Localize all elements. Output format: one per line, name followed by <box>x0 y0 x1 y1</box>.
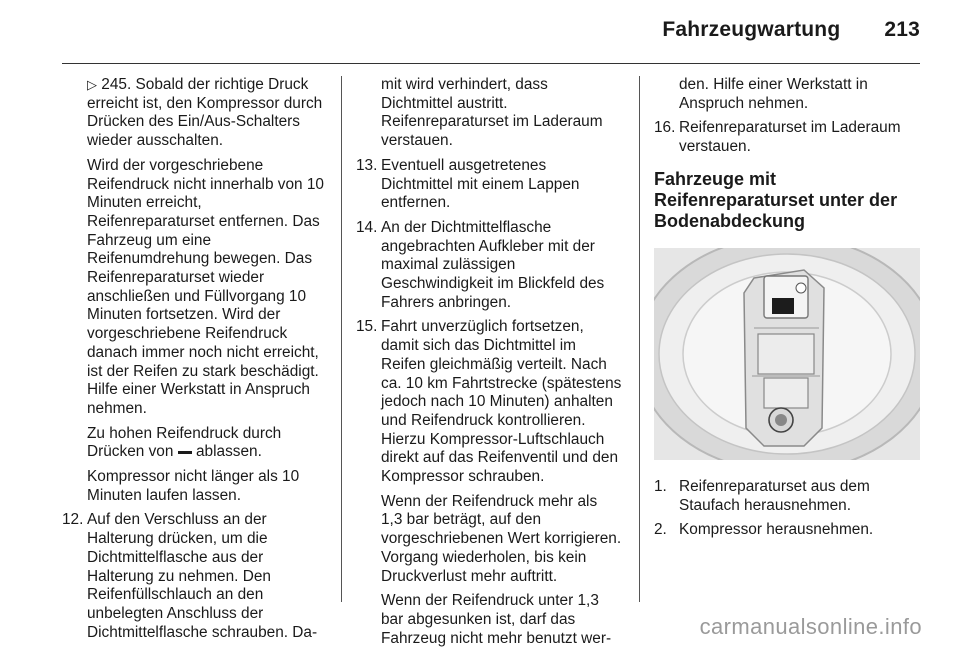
tire-repair-kit-figure <box>654 248 920 460</box>
tire-repair-kit-illustration <box>654 248 920 460</box>
column-1 <box>62 76 324 648</box>
paragraph: Wenn der Reifendruck mehr als 1,3 bar beträgt, auf den vorgeschriebenen Wert korrigieren. Vorgang wiederholen, bis kein Druckverlust mehr auftritt. <box>381 492 622 585</box>
paragraph: Wenn der Reifendruck unter 1,3 bar abgesunken ist, darf das Fahrzeug nicht mehr benutzt wer- <box>381 592 612 647</box>
watermark: carmanualsonline.info <box>699 614 922 639</box>
section-heading: Fahrzeuge mit Reifenreparaturset unter der Bodenabdeckung <box>654 168 898 231</box>
list-text: Kompressor herausnehmen. <box>679 521 874 539</box>
paragraph <box>62 76 324 151</box>
list-number: 14. <box>356 218 378 236</box>
arrow-ref-icon: ▷ <box>87 77 97 92</box>
paragraph: Wird der vorgeschriebene Reifendruck nicht innerhalb von 10 Minuten erreicht, Reifenreparaturset entfernen. Das Fahrzeug um eine Reifenumdrehung bewegen. Das Reifenreparaturset wieder anschließen und Füllvorgang 10 Minuten fortsetzen. Wird der vorgeschriebene Reifendruck danach immer noch nicht erreicht, ist der Reifen zu stark beschädigt. Hilfe einer Werkstatt in Anspruch nehmen. <box>87 156 324 417</box>
list-text: Reifenreparaturset aus dem Staufach herausnehmen. <box>679 477 870 514</box>
list-number: 1. <box>654 477 667 495</box>
list-item <box>356 219 622 313</box>
list-text: Fahrt unverzüglich fortsetzen, damit sich das Dichtmittel im Reifen gleichmäßig verteilt. Nach ca. 10 km Fahrtstrecke (spätestens jedoch nach 10 Minuten) anhalten und Reifendruck kontrollieren. Hierzu Kompressor-Luftschlauch direkt auf das Reifenventil und den Kompressor schrauben. <box>381 318 622 486</box>
list-item <box>356 157 622 213</box>
column-divider <box>639 76 640 602</box>
list-text: Auf den Verschluss an der Halterung drücken, um die Dichtmittelflasche aus der Halterung zu nehmen. Den Reifenfüllschlauch an den unbelegten Anschluss der Dichtmittelflasche schrauben. Da- <box>87 511 318 641</box>
list-text: An der Dichtmittelflasche angebrachten Aufkleber mit der maximal zulässigen Geschwindigkeit im Blickfeld des Fahrers anbringen. <box>381 218 605 311</box>
list-number: 12. <box>62 511 84 529</box>
paragraph: mit wird verhindert, dass Dichtmittel austritt. Reifenreparaturset im Laderaum verstauen. <box>381 76 603 150</box>
list-item <box>654 521 920 540</box>
list-item <box>356 318 622 486</box>
minus-button-icon <box>178 451 192 454</box>
list-number: 2. <box>654 521 667 539</box>
paragraph-text: ablassen. <box>195 443 262 461</box>
paragraph: den. Hilfe einer Werkstatt in Anspruch nehmen. <box>679 76 868 112</box>
column-2 <box>356 76 622 654</box>
page-title: Fahrzeugwartung <box>662 18 841 41</box>
paragraph <box>62 425 324 462</box>
header-rule <box>62 63 920 64</box>
list-text: Reifenreparaturset im Laderaum verstauen. <box>679 119 901 156</box>
column-divider <box>341 76 342 602</box>
page-number: 213 <box>884 18 920 41</box>
list-number: 13. <box>356 156 378 174</box>
list-text: Eventuell ausgetretenes Dichtmittel mit einem Lappen entfernen. <box>381 156 580 212</box>
list-number: 16. <box>654 119 676 137</box>
column-3 <box>654 76 920 546</box>
list-item <box>62 511 324 642</box>
list-item <box>654 478 920 515</box>
paragraph: Kompressor nicht länger als 10 Minuten laufen lassen. <box>87 468 300 504</box>
list-item <box>654 119 920 156</box>
paragraph-text: 245. Sobald der richtige Druck erreicht ist, den Kompressor durch Drücken des Ein/Aus-Schalters wieder ausschalten. <box>87 76 323 150</box>
paragraph-text: Zu hohen Reifendruck durch Drücken von <box>87 424 282 461</box>
page-header <box>40 18 920 48</box>
list-number: 15. <box>356 318 378 336</box>
